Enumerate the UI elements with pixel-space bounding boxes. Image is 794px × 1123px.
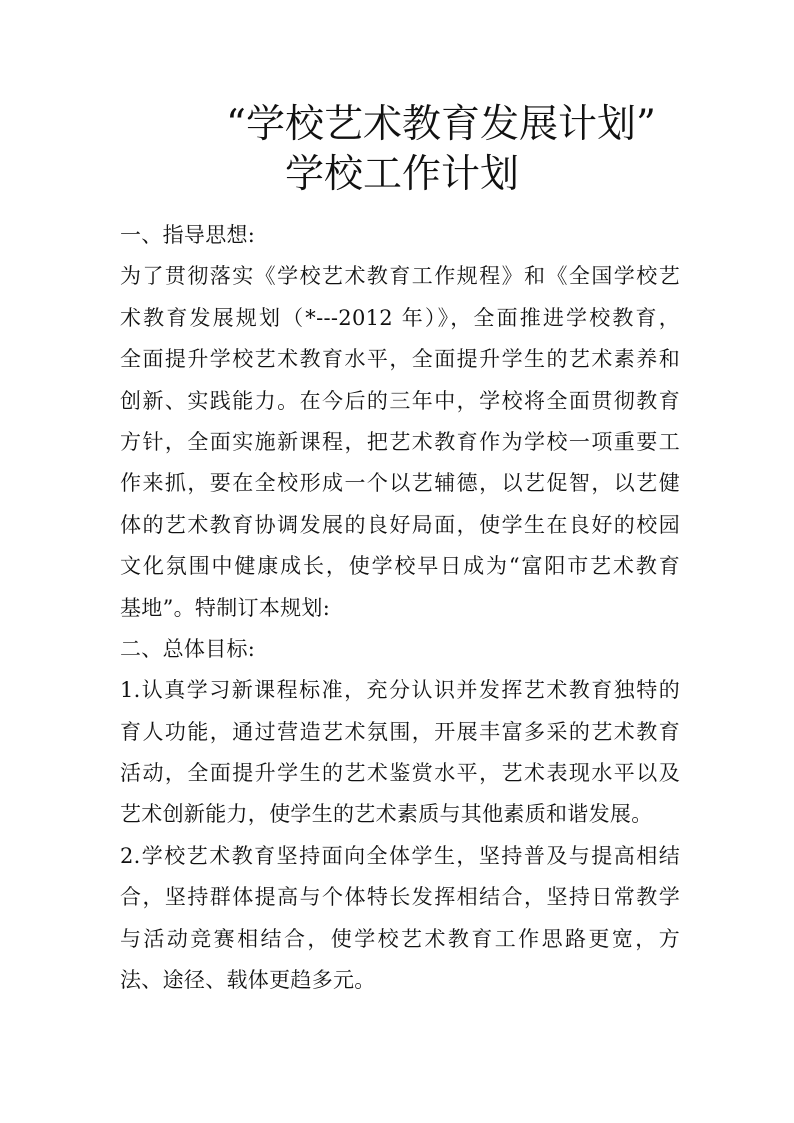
paragraph-line: 体的艺术教育协调发展的良好局面，使学生在良好的校园	[120, 512, 680, 537]
title-line-2: 学校工作计划	[285, 152, 520, 197]
section-heading-overall-goals: 二、总体目标:	[120, 636, 256, 661]
goal-item-2	[120, 836, 680, 1002]
paragraph-line: 1.认真学习新课程标准，充分认识并发挥艺术教育独特的	[120, 678, 680, 703]
paragraph-line: 育人功能，通过营造艺术氛围，开展丰富多采的艺术教育	[120, 719, 680, 744]
paragraph-line: 2.学校艺术教育坚持面向全体学生，坚持普及与提高相结	[120, 843, 680, 868]
paragraph-line: 全面提升学校艺术教育水平，全面提升学生的艺术素养和	[120, 347, 680, 372]
paragraph-guiding-ideology	[120, 256, 680, 629]
paragraph-line: 法、途径、载体更趋多元。	[120, 968, 376, 993]
paragraph-line: 为了贯彻落实《学校艺术教育工作规程》和《全国学校艺	[120, 264, 680, 289]
paragraph-line: 创新、实践能力。在今后的三年中，学校将全面贯彻教育	[120, 388, 680, 413]
paragraph-line: 方针，全面实施新课程，把艺术教育作为学校一项重要工	[120, 429, 680, 454]
paragraph-line: 与活动竞赛相结合，使学校艺术教育工作思路更宽，方	[120, 926, 680, 951]
paragraph-line: 活动，全面提升学生的艺术鉴赏水平，艺术表现水平以及	[120, 761, 680, 786]
title-line-1: “学校艺术教育发展计划”	[226, 102, 656, 147]
paragraph-line: 艺术创新能力，使学生的艺术素质与其他素质和谐发展。	[120, 802, 653, 827]
paragraph-line: 合，坚持群体提高与个体特长发挥相结合，坚持日常教学	[120, 885, 680, 910]
section-heading-guiding-ideology: 一、指导思想:	[120, 223, 256, 247]
paragraph-line: 作来抓，要在全校形成一个以艺辅德，以艺促智，以艺健	[120, 471, 680, 496]
paragraph-line: 基地”。特制订本规划:	[120, 595, 331, 620]
goal-item-1	[120, 670, 680, 836]
paragraph-line: 术教育发展规划（*---2012 年）》，全面推进学校教育，	[120, 305, 680, 330]
paragraph-line: 文化氛围中健康成长，使学校早日成为“富阳市艺术教育	[120, 554, 680, 579]
document-body	[120, 215, 680, 1001]
